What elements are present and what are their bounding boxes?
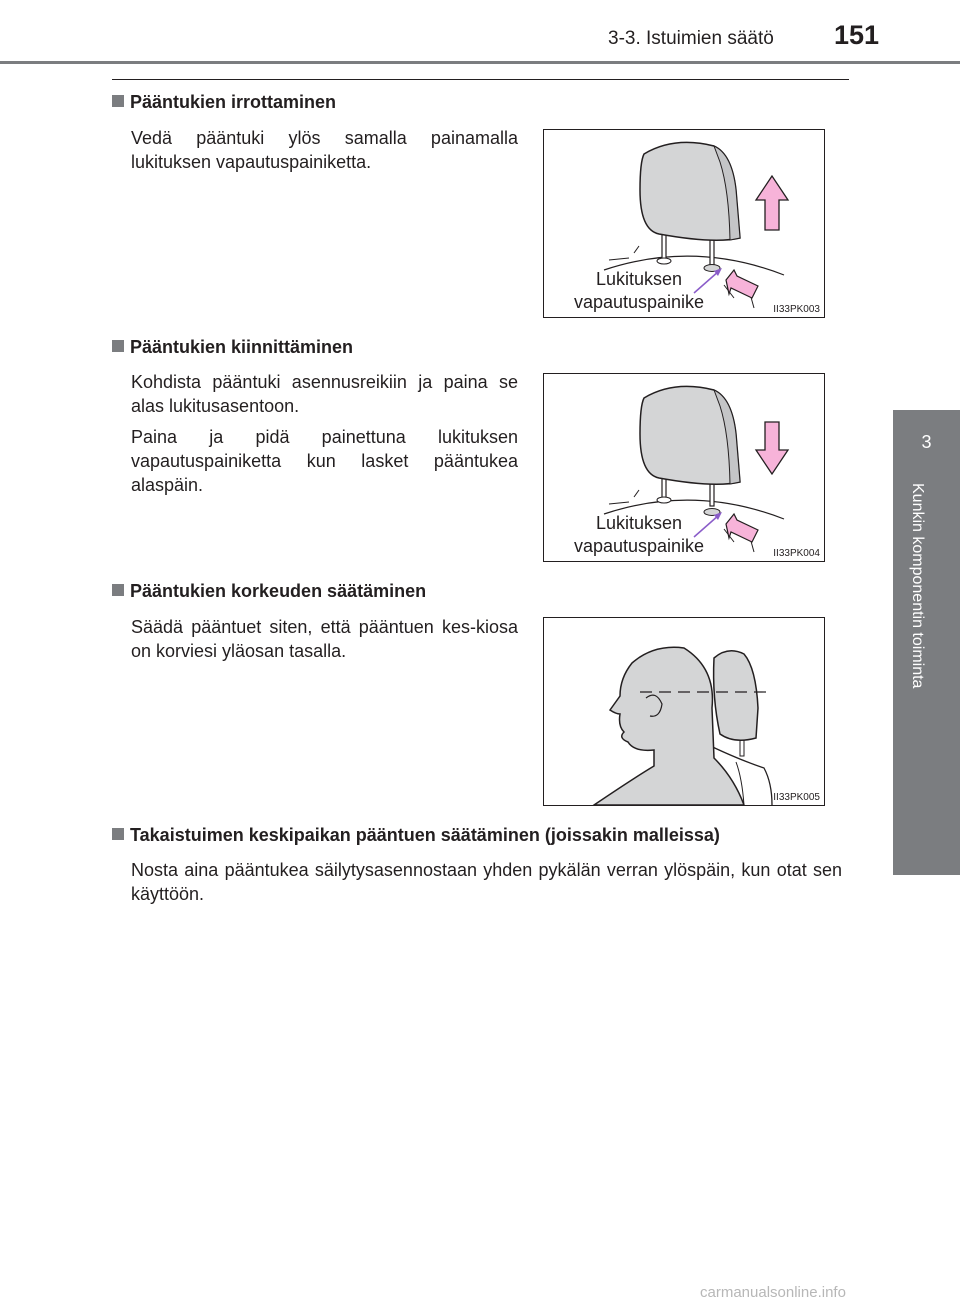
- square-bullet-icon: [112, 828, 124, 840]
- lock-release-label: Lukituksen vapautuspainike: [573, 269, 705, 312]
- figure-code: II33PK003: [773, 304, 820, 315]
- figure-code: II33PK005: [773, 792, 820, 803]
- figure-code: II33PK004: [773, 548, 820, 559]
- head-position-illustration: [544, 618, 824, 805]
- paragraph-install-1: Kohdista pääntuki asennusreikiin ja paina se alas lukitusasentoon.: [131, 372, 518, 416]
- paragraph-rear-center: Nosta aina pääntukea säilytysasennostaan yhden pykälän verran ylöspäin, kun otat sen käyttöön.: [131, 860, 842, 904]
- chapter-tab: [893, 410, 960, 475]
- figure-height-adjust: [543, 617, 825, 806]
- section-heading-rear-center: Takaistuimen keskipaikan pääntuen säätäminen (joissakin malleissa): [112, 825, 720, 846]
- page-header: [0, 0, 960, 62]
- chapter-number: 3: [921, 432, 932, 452]
- paragraph-height: Säädä pääntuet siten, että pääntuen kes-kiosa on korviesi yläosan tasalla.: [131, 617, 518, 661]
- arrow-down-icon: [756, 422, 788, 474]
- content-rule: [112, 79, 849, 80]
- square-bullet-icon: [112, 340, 124, 352]
- page-number: 151: [834, 20, 880, 50]
- headrest-shape: [714, 651, 758, 740]
- header-divider: [0, 61, 960, 64]
- paragraph-remove: Vedä pääntuki ylös samalla painamalla lukituksen vapautuspainiketta.: [131, 128, 518, 172]
- figure-install-headrest: [543, 373, 825, 562]
- paragraph-install-2: Paina ja pidä painettuna lukituksen vapautuspainiketta kun lasket pääntukea alaspäin.: [131, 427, 518, 495]
- arrow-up-icon: [756, 176, 788, 230]
- square-bullet-icon: [112, 95, 124, 107]
- chapter-title: Kunkin komponentin toiminta: [909, 483, 926, 689]
- watermark: carmanualsonline.info: [700, 1284, 846, 1301]
- section-heading-height: Pääntukien korkeuden säätäminen: [112, 581, 426, 602]
- chapter-strip: [893, 475, 960, 875]
- section-title: 3-3. Istuimien säätö: [608, 28, 774, 49]
- figure-remove-headrest: [543, 129, 825, 318]
- section-heading-remove: Pääntukien irrottaminen: [112, 92, 336, 113]
- square-bullet-icon: [112, 584, 124, 596]
- lock-release-label: Lukituksen vapautuspainike: [573, 513, 705, 556]
- section-heading-install: Pääntukien kiinnittäminen: [112, 337, 353, 358]
